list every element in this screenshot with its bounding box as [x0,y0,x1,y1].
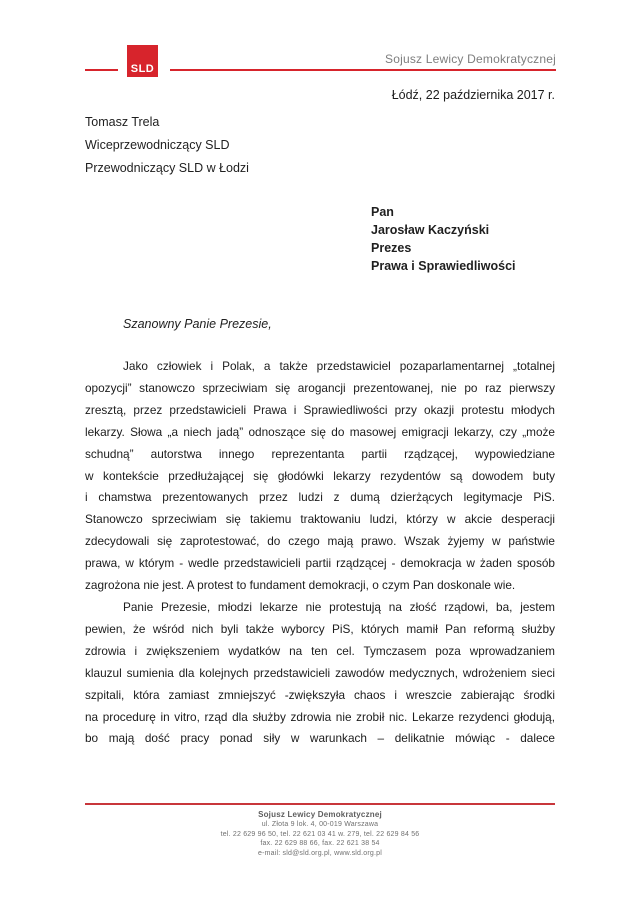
footer-phones: tel. 22 629 96 50, tel. 22 621 03 41 w. 279, tel. 22 629 84 56 [220,830,420,838]
sender-block [85,111,249,180]
body-line: bo mają dość pracy ponad siły w warunkach – delikatnie mówiąc - dalece [85,731,555,746]
body-line: i chamstwa prezentowanych przez ludzi z dumą dzierżących legitymacje PiS. [85,490,555,505]
body-line: zdecydowali się zaprotestować, do czego mają prawo. Wszak żyjemy w państwie [85,534,555,549]
body-line: Jako człowiek i Polak, a także przedstawiciel pozaparlamentarnej „totalnej [123,359,555,373]
letterhead-rule-left [85,69,118,71]
body-line: w kontekście przedłużającej się głodówki lekarzy rezydentów są dowodem buty [85,468,555,483]
body-line: pewien, że wśród nich byli także wyborcy PiS, których mamił Pan reformą służby [85,621,555,636]
recipient-title: Prezes [371,241,412,255]
body-line: szpitali, która zamiast zmniejszyć -zwiększyła chaos i wreszcie zabierając środki [85,687,555,702]
footer-address: ul. Złota 9 lok. 4, 00-019 Warszawa [261,821,379,828]
body-line: klauzul sumienia dla kolejnych przedstawicieli zawodów medycznych, wdrożeniem sieci [85,665,555,680]
body-line: lekarzy. Słowa „a niech jadą” odnoszące się do masowej emigracji lekarzy, czy „może [85,424,555,439]
body-line: prawa, w którym - wedle przedstawicieli partii rządzącej - demokracja w żaden sposób [85,556,555,571]
body-line: schudną” autorstwa innego reprezentanta partii rządzącej, wypowiedziane [85,446,555,461]
footer-org-name: Sojusz Lewicy Demokratycznej [258,810,382,819]
letter-body [85,356,555,750]
body-line: na procedurę in vitro, rząd dla służby zdrowia nie zrobił nic. Lekarze rezydenci głodują, [85,709,555,724]
salutation: Szanowny Panie Prezesie, [123,317,272,331]
sender-name: Tomasz Trela [85,115,160,129]
letterhead-org-name: Sojusz Lewicy Demokratycznej [385,52,556,66]
body-line: opozycji” stanowczo sprzeciwiam się arogancji prezentowanej, nie po raz pierwszy [85,380,555,395]
sender-title-2: Przewodniczący SLD w Łodzi [85,161,249,175]
footer-rule [85,803,555,805]
body-line: Panie Prezesie, młodzi lekarze nie protestują na złość rządowi, ba, jestem [123,599,555,614]
date-line: Łódź, 22 października 2017 r. [391,88,555,102]
body-paragraph [85,356,555,597]
body-line: zagrożona nie jest. A protest to fundament demokracji, o czym Pan doskonale wie. [85,578,516,593]
sld-logo-text: SLD [130,63,155,75]
letterhead-rule-right [170,69,556,71]
sender-title-1: Wiceprzewodniczący SLD [85,138,230,152]
body-paragraph [85,597,555,750]
footer-fax: fax. 22 629 88 66, fax. 22 621 38 54 [260,840,380,847]
footer-contact-block [85,809,555,858]
body-line: zresztą, przez przedstawicieli Prawa i Sprawiedliwości przy okazji protestu młodych [85,402,555,417]
footer-email-web: e-mail: sld@sld.org.pl, www.sld.org.pl [257,849,383,857]
recipient-party: Prawa i Sprawiedliwości [371,259,516,273]
body-line: Stanowczo sprzeciwiam się takiemu traktowaniu ludzi, którzy w akcie desperacji [85,512,555,527]
recipient-name: Jarosław Kaczyński [371,223,490,237]
recipient-honorific: Pan [371,205,394,219]
recipient-block [371,203,516,275]
body-line: zdrowia i zwiększeniem wydatków na ten cel. Tymczasem poza wprowadzaniem [85,643,555,658]
sld-logo [127,45,158,77]
